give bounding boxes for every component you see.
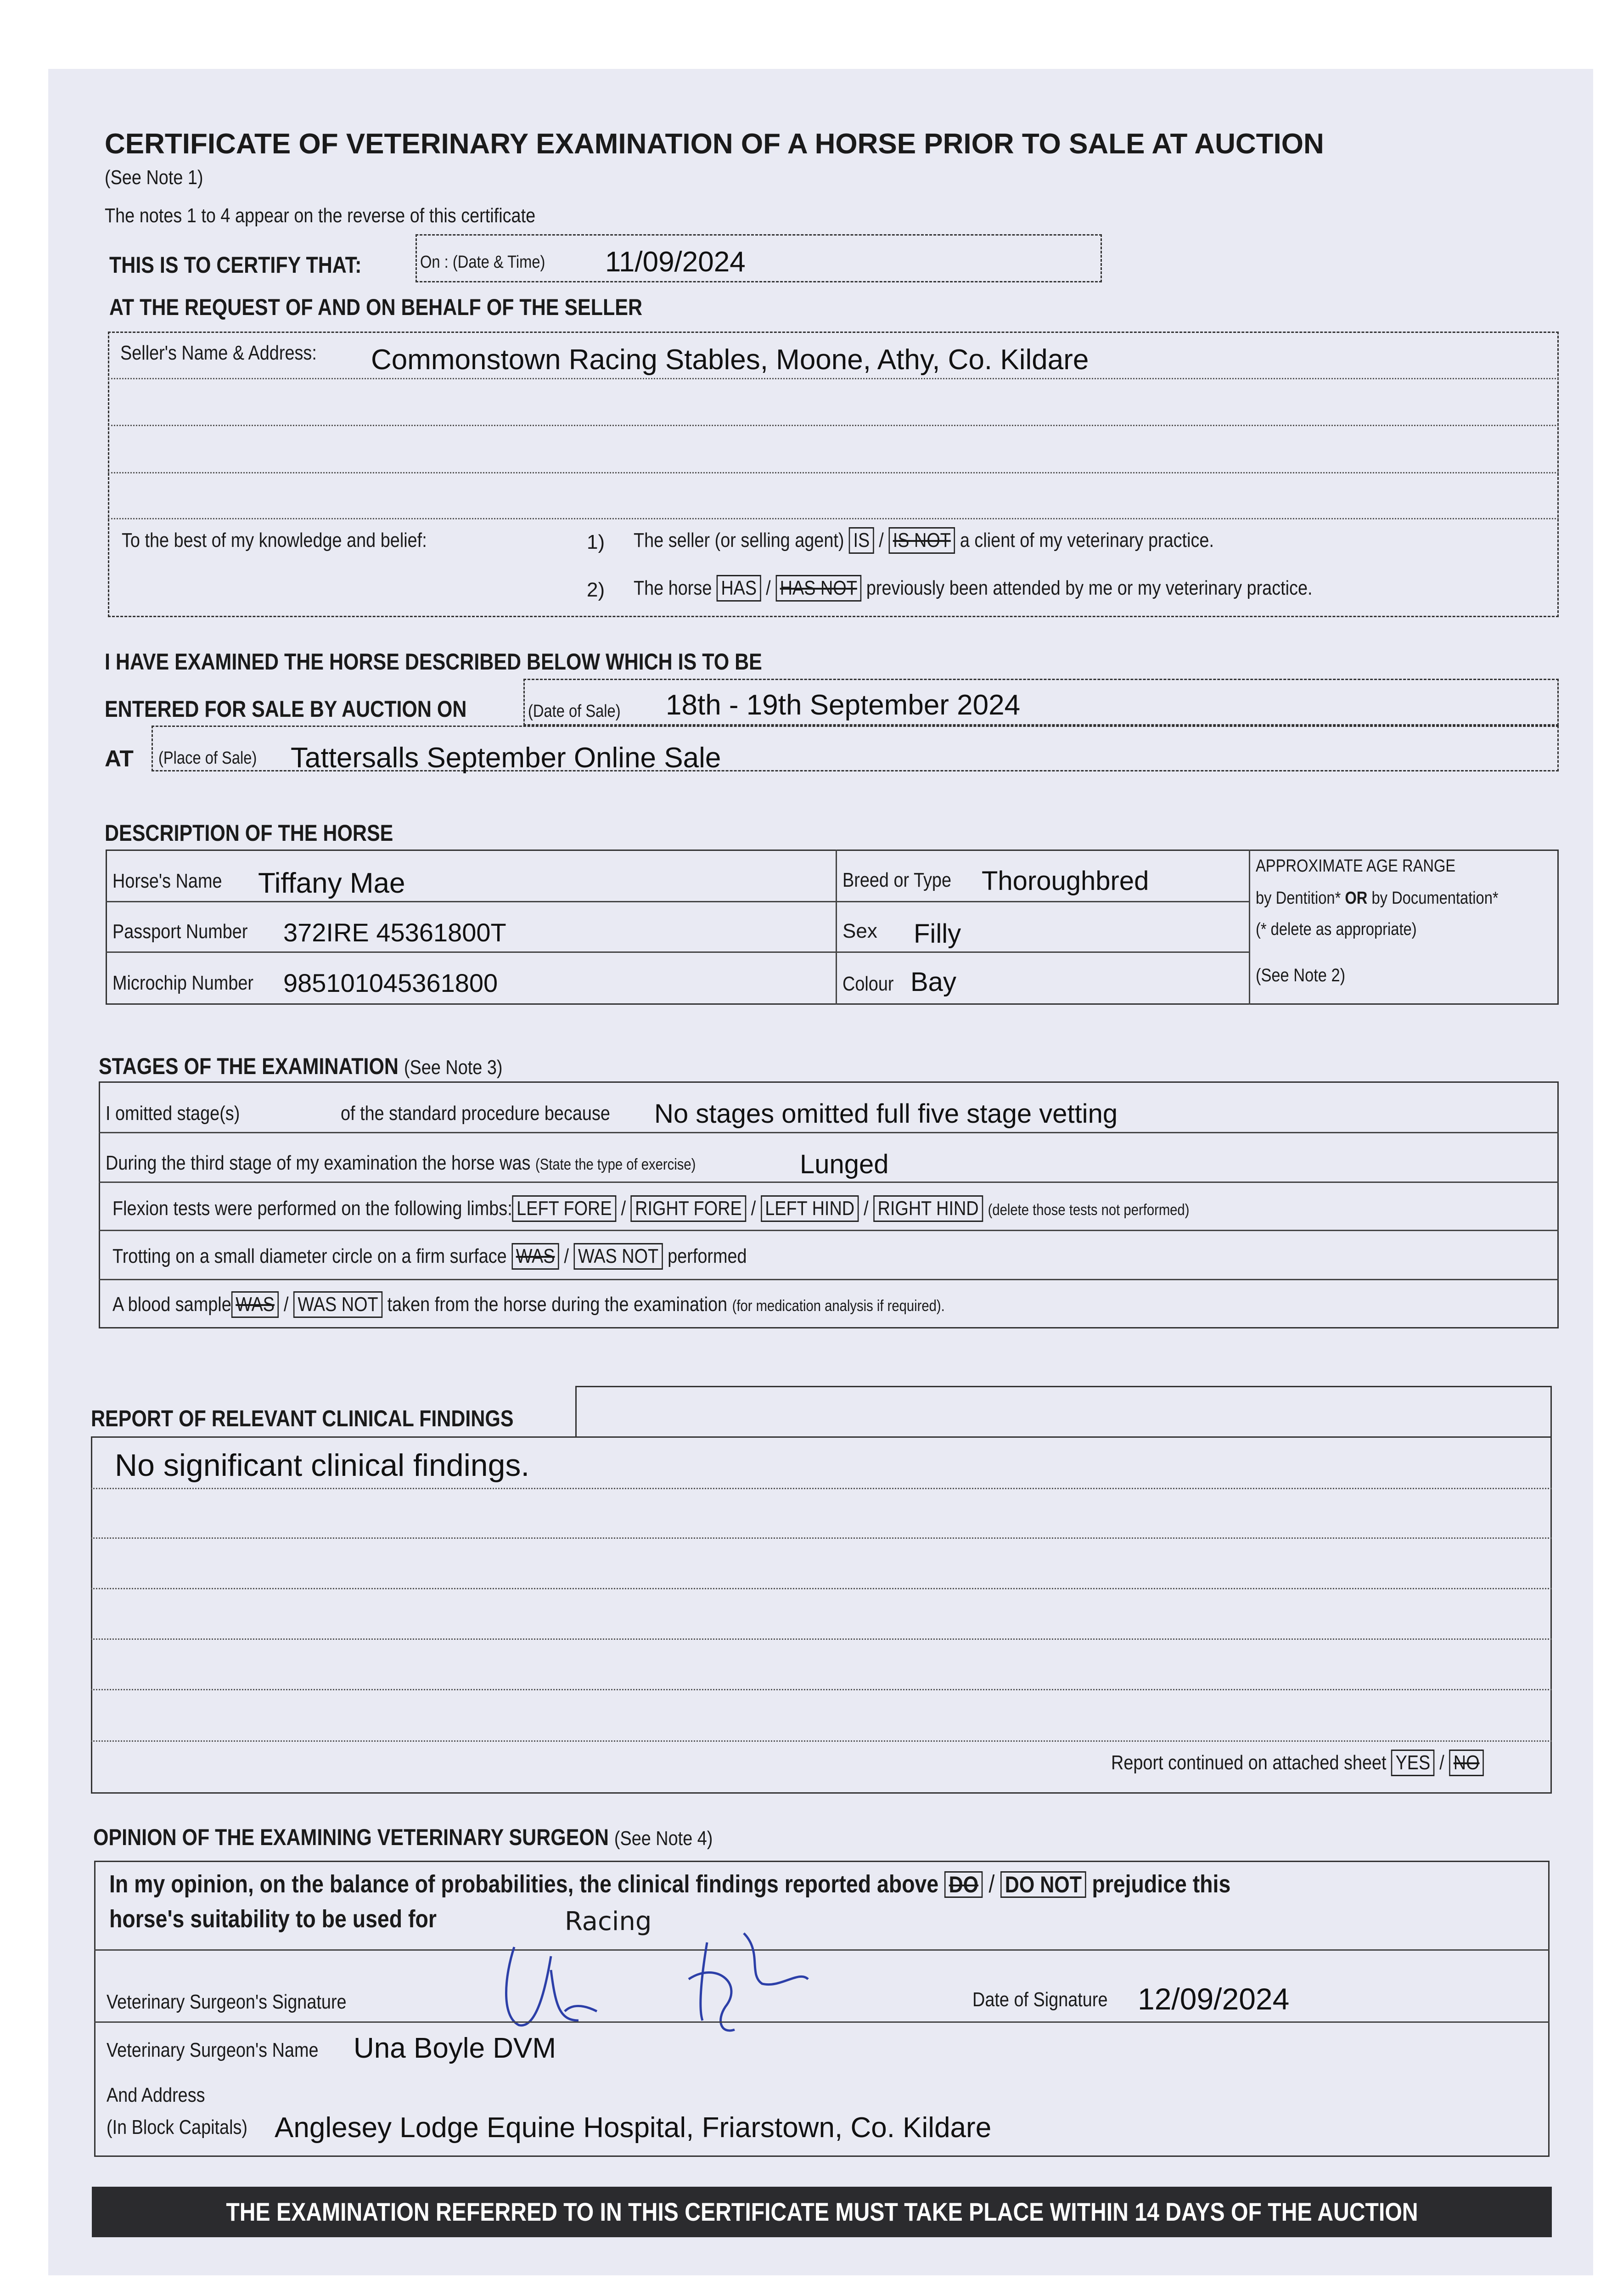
opinion-line-2: horse's suitability to be used for <box>109 1905 437 1933</box>
see-note-1: (See Note 1) <box>105 166 203 189</box>
opinion-do-not[interactable]: DO NOT <box>1000 1871 1086 1898</box>
examined-line-2: ENTERED FOR SALE BY AUCTION ON <box>105 696 467 722</box>
sex-label: Sex <box>842 920 877 942</box>
omitted-label: I omitted stage(s) <box>106 1102 240 1125</box>
address-label-1: And Address <box>107 2084 205 2106</box>
report-heading-box <box>575 1386 1552 1437</box>
flexion-row: Flexion tests were performed on the following limbs: LEFT FORE / RIGHT FORE / LEFT HIND / RIGHT HIND (delete those tests not performed) <box>112 1195 1365 1222</box>
footer-text: THE EXAMINATION REFERRED TO IN THIS CERTIFICATE MUST TAKE PLACE WITHIN 14 DAYS OF THE AUCTION <box>225 2197 1418 2226</box>
passport-label: Passport Number <box>112 920 248 943</box>
blood-sample-row: A blood sample WAS / WAS NOT taken from the horse during the examination (for medication analysis if required). <box>112 1291 1080 1318</box>
flex-right-fore[interactable]: RIGHT FORE <box>631 1195 747 1222</box>
certificate-title: CERTIFICATE OF VETERINARY EXAMINATION OF A HORSE PRIOR TO SALE AT AUCTION <box>105 128 1324 160</box>
opinion-line-b <box>94 2021 1550 2023</box>
seller-client-row: The seller (or selling agent) IS / IS NOT a client of my veterinary practice. <box>634 527 1309 554</box>
option-is-not[interactable]: IS NOT <box>888 527 955 554</box>
signature-stroke-2 <box>689 1933 808 2031</box>
report-line-5 <box>91 1689 1552 1690</box>
trot-was[interactable]: WAS <box>511 1243 559 1270</box>
request-line: AT THE REQUEST OF AND ON BEHALF OF THE SELLER <box>109 294 642 320</box>
place-of-sale-label: (Place of Sale) <box>158 748 257 768</box>
omitted-mid: of the standard procedure because <box>341 1102 610 1125</box>
breed-label: Breed or Type <box>842 869 952 891</box>
seller-line-1 <box>108 378 1559 379</box>
description-heading: DESCRIPTION OF THE HORSE <box>105 820 393 846</box>
third-stage-value[interactable]: Lunged <box>800 1149 889 1179</box>
stages-row-3 <box>99 1230 1559 1231</box>
report-value: No significant clinical findings. <box>115 1448 530 1483</box>
seller-line-4 <box>108 518 1559 519</box>
certify-label: THIS IS TO CERTIFY THAT: <box>109 252 362 278</box>
option-has[interactable]: HAS <box>717 575 761 602</box>
intended-use-value[interactable]: Racing <box>565 1907 652 1936</box>
stages-heading: STAGES OF THE EXAMINATION (See Note 3) <box>99 1053 503 1079</box>
age-range-options: by Dentition* OR by Documentation* <box>1256 889 1499 908</box>
horse-name-label: Horse's Name <box>112 870 222 892</box>
sex-value[interactable]: Filly <box>914 919 961 949</box>
desc-col-2 <box>1249 850 1250 1005</box>
age-range-heading: APPROXIMATE AGE RANGE <box>1256 856 1456 876</box>
at-label: AT <box>105 746 134 771</box>
desc-row-2 <box>106 951 1249 953</box>
age-range-see-note: (See Note 2) <box>1256 965 1346 985</box>
stages-row-4 <box>99 1279 1559 1280</box>
blood-was-not[interactable]: WAS NOT <box>293 1291 382 1318</box>
notes-line: The notes 1 to 4 appear on the reverse of this certificate <box>105 204 536 227</box>
report-line-4 <box>91 1638 1552 1640</box>
opinion-line-1: In my opinion, on the balance of probabilities, the clinical findings reported above DO / DO NOT prejudice this <box>109 1870 1231 1898</box>
date-of-sale-label: (Date of Sale) <box>528 702 621 721</box>
colour-label: Colour <box>842 973 894 995</box>
seller-line-3 <box>108 472 1559 473</box>
microchip-label: Microchip Number <box>112 972 254 994</box>
seller-line-2 <box>108 425 1559 426</box>
report-continued-no[interactable]: NO <box>1449 1750 1484 1776</box>
option-is[interactable]: IS <box>849 527 874 554</box>
on-date-value: 11/09/2024 <box>605 246 746 278</box>
opinion-heading: OPINION OF THE EXAMINING VETERINARY SURGEON (See Note 4) <box>93 1824 713 1850</box>
report-line-6 <box>91 1740 1552 1742</box>
examined-line-1: I HAVE EXAMINED THE HORSE DESCRIBED BELOW WHICH IS TO BE <box>105 649 762 675</box>
date-of-signature-value[interactable]: 12/09/2024 <box>1138 1982 1290 2016</box>
flex-right-hind[interactable]: RIGHT HIND <box>873 1195 983 1222</box>
desc-row-1 <box>106 901 1249 902</box>
passport-value[interactable]: 372IRE 45361800T <box>283 918 506 947</box>
blood-was[interactable]: WAS <box>231 1291 279 1318</box>
place-of-sale-value: Tattersalls September Online Sale <box>291 742 721 774</box>
stages-row-1 <box>99 1132 1559 1133</box>
trotting-row: Trotting on a small diameter circle on a firm surface WAS / WAS NOT performed <box>112 1243 850 1270</box>
omitted-value[interactable]: No stages omitted full five stage vetting <box>654 1099 1118 1129</box>
report-line-3 <box>91 1588 1552 1589</box>
report-continued-row: Report continued on attached sheet YES / NO <box>1111 1750 1544 1776</box>
microchip-value[interactable]: 985101045361800 <box>283 968 498 997</box>
signature-label: Veterinary Surgeon's Signature <box>107 1991 347 2013</box>
address-label-2: (In Block Capitals) <box>107 2116 248 2138</box>
footer-banner <box>92 2187 1552 2237</box>
colour-value[interactable]: Bay <box>910 967 956 997</box>
knowledge-num-2: 2) <box>587 579 605 601</box>
vet-name-value[interactable]: Una Boyle DVM <box>354 2032 556 2064</box>
date-of-sale-value: 18th - 19th September 2024 <box>666 689 1021 721</box>
report-continued-yes[interactable]: YES <box>1391 1750 1435 1776</box>
trot-was-not[interactable]: WAS NOT <box>574 1243 663 1270</box>
report-line-2 <box>91 1537 1552 1539</box>
signature-stroke-1 <box>506 1947 597 2026</box>
opinion-do[interactable]: DO <box>944 1871 983 1898</box>
flex-left-hind[interactable]: LEFT HIND <box>761 1195 859 1222</box>
stages-row-2 <box>99 1182 1559 1183</box>
option-has-not[interactable]: HAS NOT <box>775 575 861 602</box>
desc-col-1 <box>836 850 837 1005</box>
breed-value[interactable]: Thoroughbred <box>982 866 1149 896</box>
horse-attended-row: The horse HAS / HAS NOT previously been attended by me or my veterinary practice. <box>634 575 1423 602</box>
seller-value[interactable]: Commonstown Racing Stables, Moone, Athy, Co. Kildare <box>371 344 1089 376</box>
date-of-signature-label: Date of Signature <box>972 1988 1108 2011</box>
on-date-label: On : (Date & Time) <box>420 253 545 272</box>
vet-name-label: Veterinary Surgeon's Name <box>107 2039 319 2061</box>
knowledge-label: To the best of my knowledge and belief: <box>122 529 427 551</box>
knowledge-num-1: 1) <box>587 531 605 553</box>
age-range-delete-note: (* delete as appropriate) <box>1256 920 1417 939</box>
report-line-1 <box>91 1488 1552 1489</box>
address-value[interactable]: Anglesey Lodge Equine Hospital, Friarstown, Co. Kildare <box>275 2112 992 2144</box>
third-stage-label: During the third stage of my examination the horse was (State the type of exercise) <box>106 1152 696 1174</box>
flex-left-fore[interactable]: LEFT FORE <box>512 1195 616 1222</box>
report-heading: REPORT OF RELEVANT CLINICAL FINDINGS <box>91 1406 514 1431</box>
seller-label: Seller's Name & Address: <box>120 342 317 364</box>
horse-name-value[interactable]: Tiffany Mae <box>258 867 405 899</box>
